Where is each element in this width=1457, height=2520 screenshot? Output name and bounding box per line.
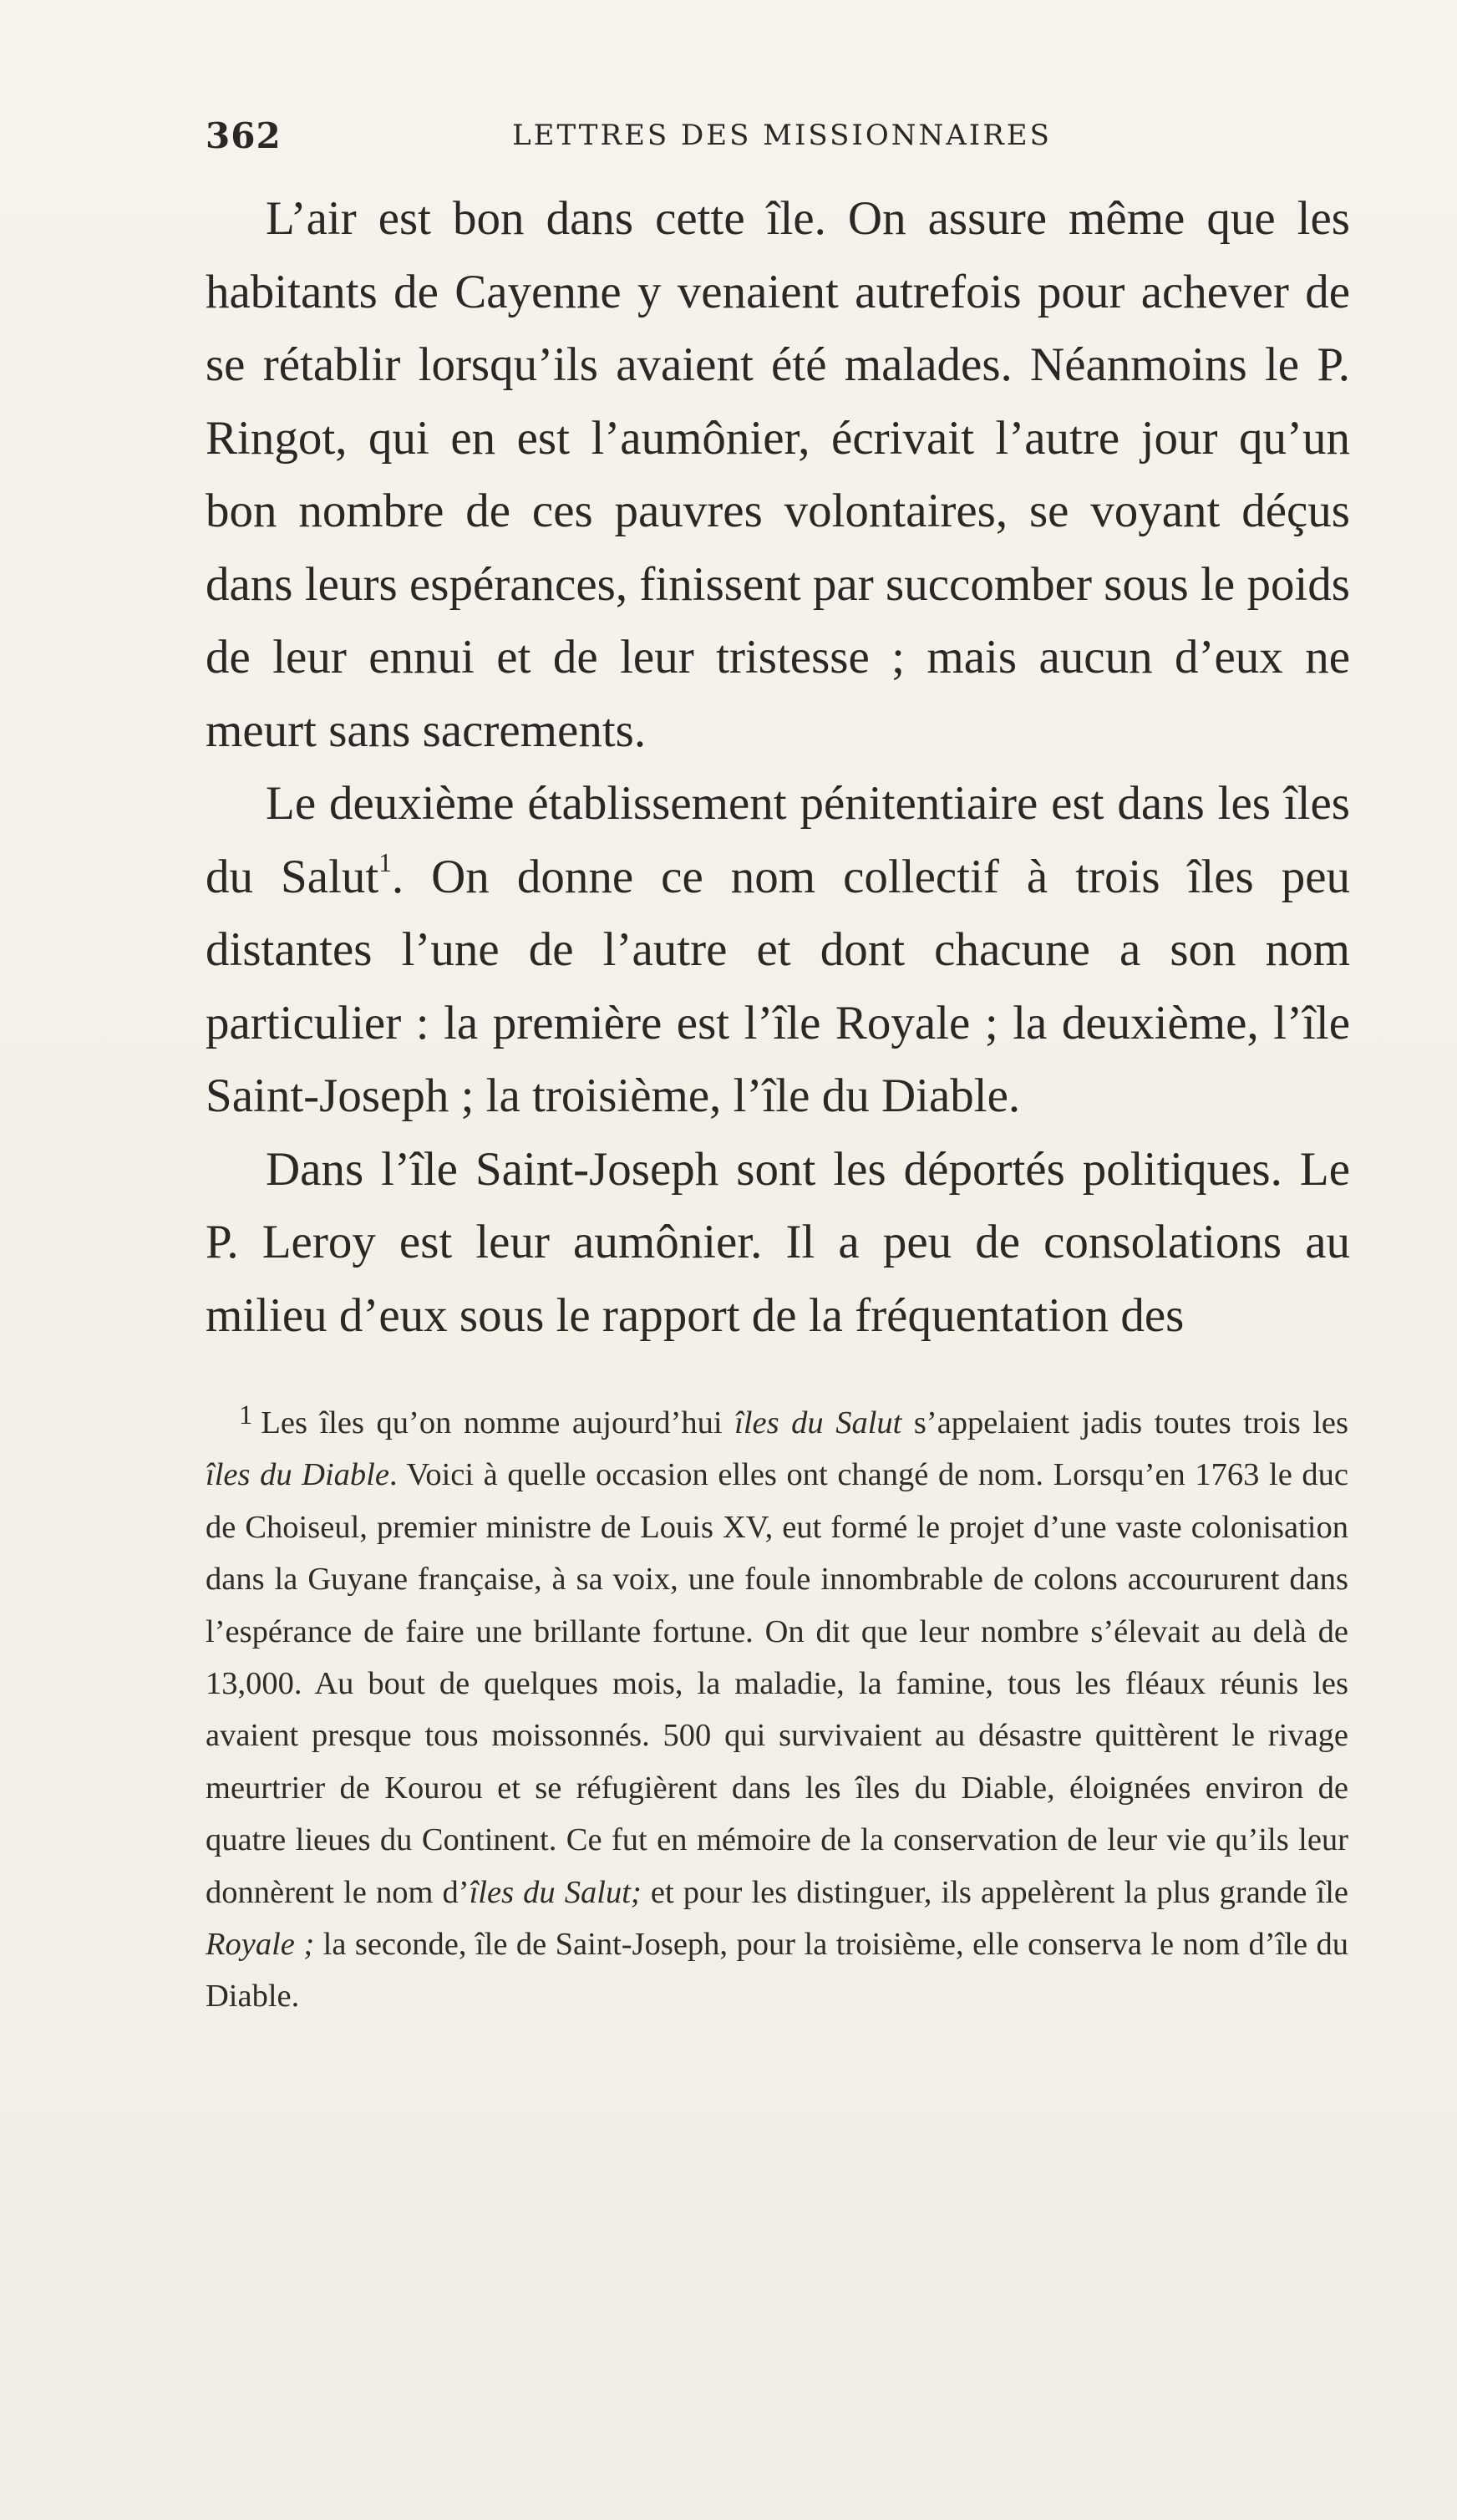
footnote-text: et pour les distinguer, ils appelèrent la plus grande île	[641, 1874, 1348, 1910]
footnote-reference: 1	[378, 847, 392, 877]
running-title: LETTRES DES MISSIONNAIRES	[512, 119, 1052, 152]
page-header	[206, 115, 1358, 165]
footnote-italic: îles du Salut	[734, 1405, 902, 1440]
main-text	[206, 182, 1350, 1352]
page-number: 362	[206, 115, 282, 156]
footnote	[206, 1397, 1348, 2023]
footnote-text: . Voici à quelle occasion elles ont changé de nom. Lorsqu’en 1763 le duc de Choiseul, premier ministre de Louis XV, eut formé le projet d’une vaste colonisation dans la Guyane française, à sa voix, une foule innombrable de colons accoururent dans l’espérance de faire une brillante fortune. On dit que leur nombre s’élevait au delà de 13,000. Au bout de quelques mois, la maladie, la famine, tous les fléaux réunis les avaient presque tous moissonnés. 500 qui survivaient au désastre quittèrent le rivage meurtrier de Kourou et se réfugièrent dans les îles du Diable, éloignées environ de quatre lieues du Continent. Ce fut en mémoire de la conservation de leur vie qu’ils leur donnèrent le nom d’	[206, 1457, 1348, 1910]
paragraph: Dans l’île Saint-Joseph sont les déportés politiques. Le P. Leroy est leur aumônier. Il a peu de consolations au milieu d’eux sous le rapport de la fréquentation des	[206, 1142, 1350, 1342]
footnote-text: Les îles qu’on nomme aujourd’hui	[261, 1405, 735, 1440]
footnote-mark: 1	[239, 1400, 253, 1430]
footnote-italic: îles du Salut;	[469, 1874, 642, 1910]
footnote-italic: îles du Diable	[206, 1457, 389, 1493]
paragraph	[206, 767, 1350, 1133]
footnote-text: la seconde, île de Saint-Joseph, pour la troisième, elle conserva le nom d’île du Diable.	[206, 1927, 1348, 2014]
footnote-text: s’appelaient jadis toutes trois les	[901, 1405, 1349, 1440]
footnote-paragraph	[206, 1397, 1348, 2023]
text-run: . On donne ce nom collectif à trois îles peu distantes l’une de l’autre et dont chacune a son nom particulier : la première est l’île Royale ; la deuxième, l’île Saint-Joseph ; la troisième, l’île du Diable.	[206, 850, 1350, 1122]
text-run: Le deuxième établissement pénitentiaire est dans les îles du Salut	[206, 777, 1350, 903]
footnote-italic: Royale ;	[206, 1927, 315, 1963]
paragraph: L’air est bon dans cette île. On assure même que les habitants de Cayenne y venaient autrefois pour achever de se rétablir lorsqu’ils avaient été malades. Néanmoins le P. Ringot, qui en est l’aumônier, écrivait l’autre jour qu’un bon nombre de ces pauvres volontaires, se voyant déçus dans leurs espérances, finissent par succomber sous le poids de leur ennui et de leur tristesse ; mais aucun d’eux ne meurt sans sacrements.	[206, 192, 1350, 757]
